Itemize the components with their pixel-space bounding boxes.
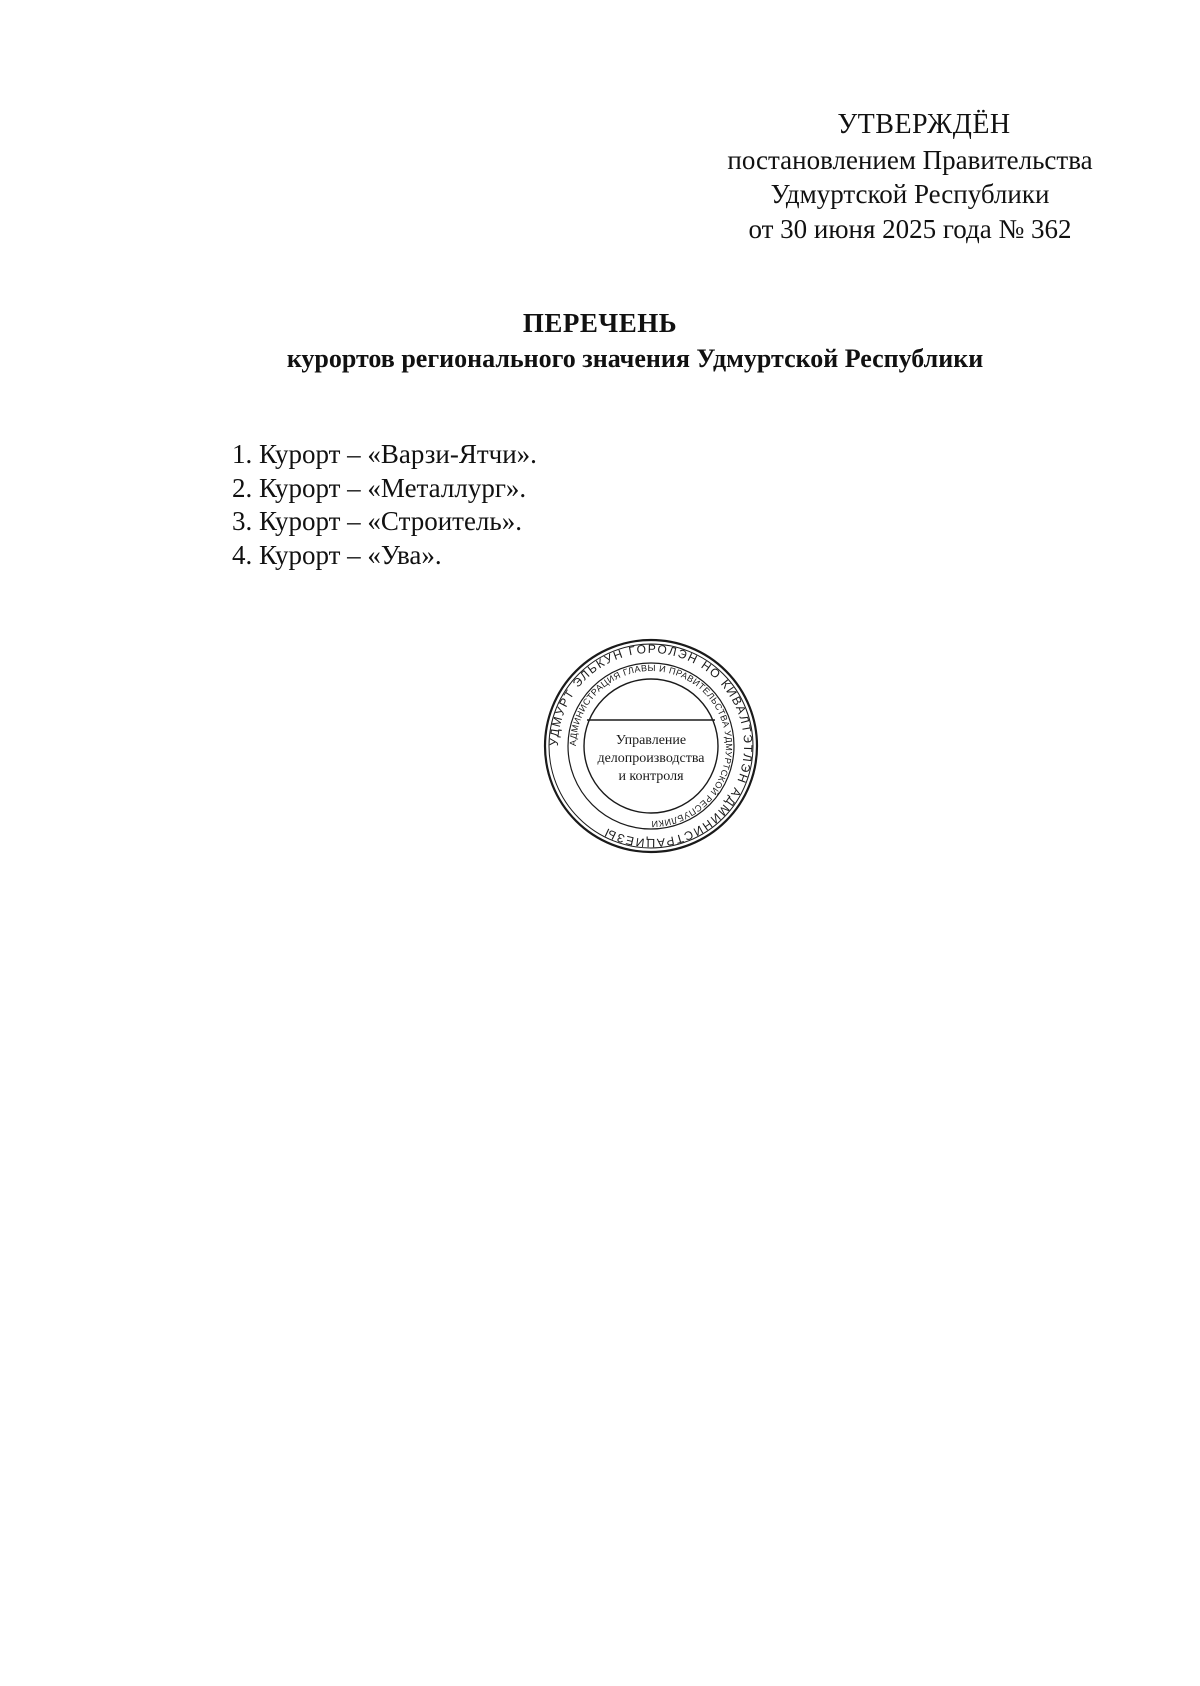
- document-subtitle: курортов регионального значения Удмуртской Республики: [286, 344, 984, 373]
- document-title: ПЕРЕЧЕНЬ: [522, 308, 678, 338]
- stamp-outer-text: УДМУРТ ЭЛЬКУН ГОРОЛЭН НО КИВАЛТЭТЛЭН АДМИНИСТРАЦИЕЗЫ: [546, 641, 756, 851]
- stamp-center-line-3: и контроля: [618, 769, 684, 784]
- list-item-resort-3: 3. Курорт – «Строитель».: [232, 506, 522, 536]
- approval-line-2: Удмуртской Республики: [770, 179, 1050, 209]
- approval-line-3: от 30 июня 2025 года № 362: [748, 213, 1072, 244]
- approved-label: УТВЕРЖДЁН: [837, 109, 1011, 140]
- document-title-block: [0, 305, 1200, 377]
- stamp-inner-text: АДМИНИСТРАЦИЯ ГЛАВЫ И ПРАВИТЕЛЬСТВА УДМУРТСКОЙ РЕСПУБЛИКИ: [567, 662, 735, 830]
- stamp-center-line-1: Управление: [615, 733, 687, 748]
- approval-block: [700, 108, 1120, 246]
- list-item-resort-1: 1. Курорт – «Варзи-Ятчи».: [232, 439, 537, 469]
- stamp-center-line-2: делопроизводства: [597, 751, 705, 766]
- official-stamp: [541, 636, 761, 856]
- list-item-resort-2: 2. Курорт – «Металлург».: [232, 472, 527, 503]
- stamp-seal-icon: [541, 636, 761, 856]
- resort-list: [232, 438, 537, 572]
- approval-line-1: постановлением Правительства: [727, 144, 1093, 175]
- list-item-resort-4: 4. Курорт – «Ува».: [232, 539, 442, 570]
